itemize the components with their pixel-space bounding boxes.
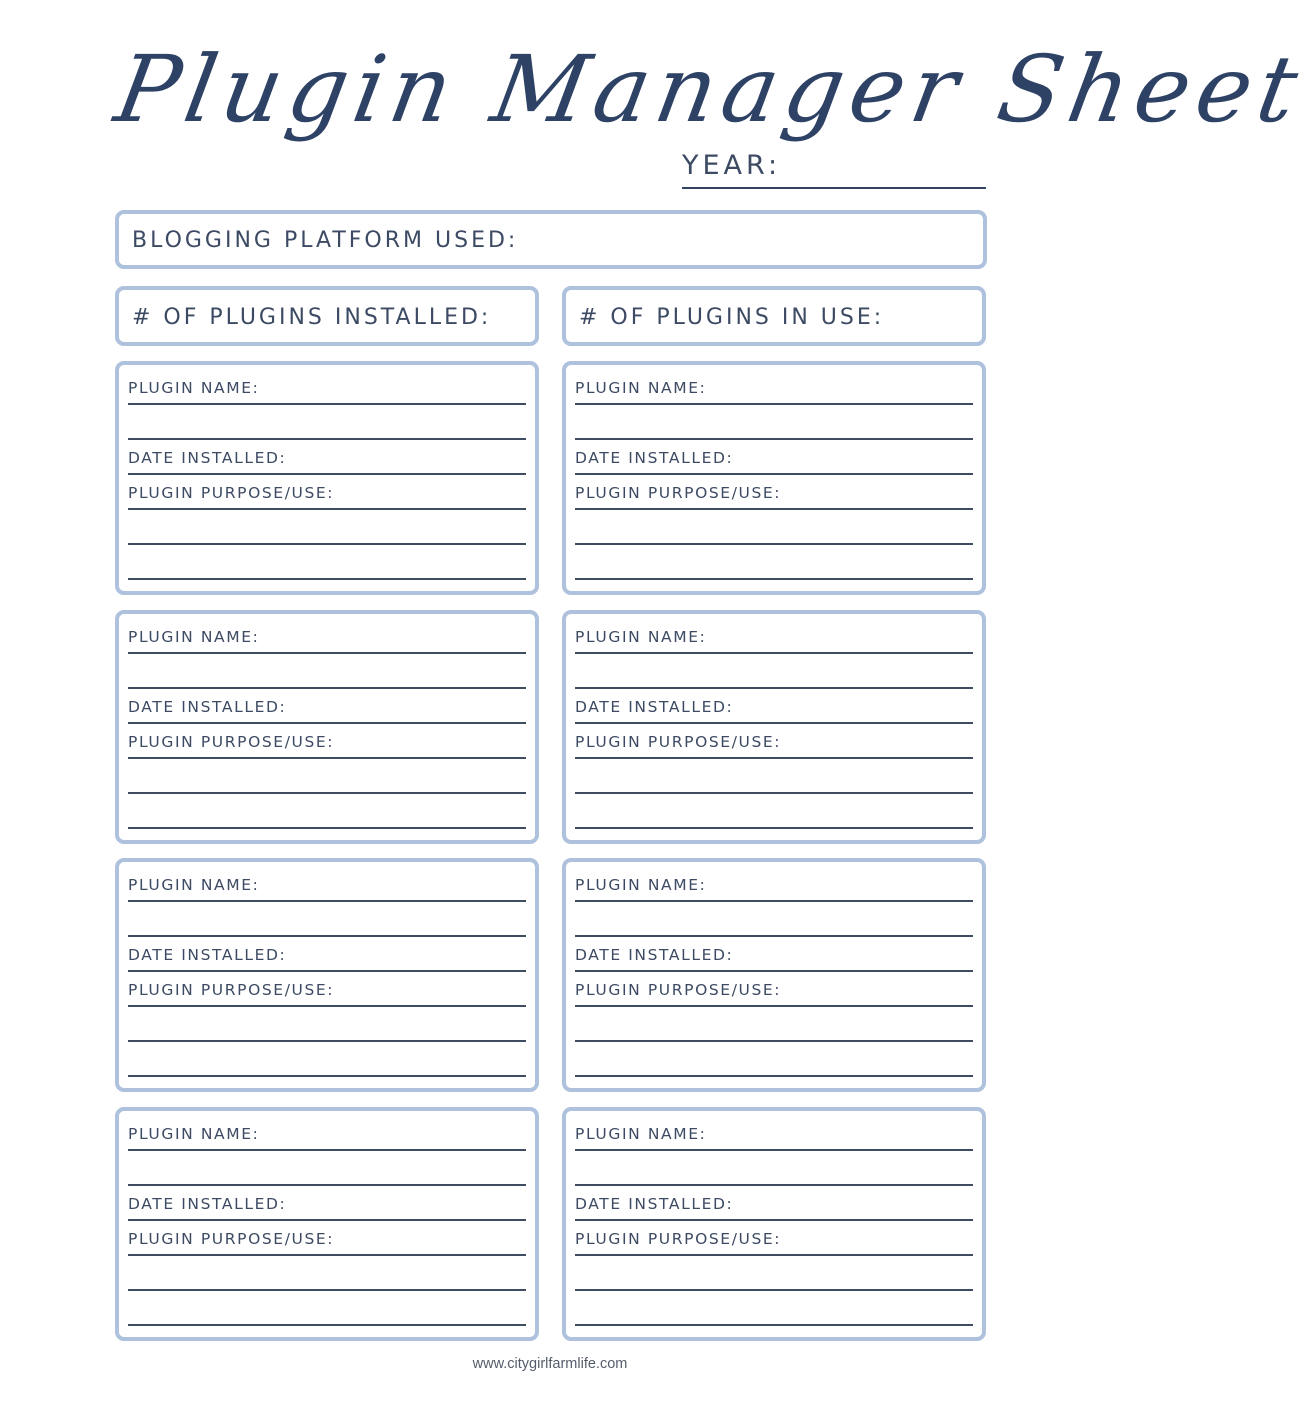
- plugin-purpose-line[interactable]: [575, 1289, 973, 1291]
- date-installed-line[interactable]: [128, 1219, 526, 1221]
- date-installed-line[interactable]: [575, 722, 973, 724]
- plugin-card: [562, 858, 986, 1092]
- plugin-name-label: PLUGIN NAME:: [575, 628, 707, 646]
- plugin-card: [562, 610, 986, 844]
- plugins-installed-label: # OF PLUGINS INSTALLED:: [132, 305, 492, 330]
- plugin-purpose-line[interactable]: [575, 543, 973, 545]
- page-title: Plugin Manager Sheet: [107, 36, 1313, 143]
- plugin-purpose-line[interactable]: [128, 827, 526, 829]
- plugin-card: [115, 1107, 539, 1341]
- plugin-name-line[interactable]: [128, 900, 526, 902]
- plugin-purpose-label: PLUGIN PURPOSE/USE:: [575, 733, 782, 751]
- plugin-name-line[interactable]: [128, 687, 526, 689]
- plugin-purpose-line[interactable]: [575, 508, 973, 510]
- plugin-name-label: PLUGIN NAME:: [575, 1125, 707, 1143]
- year-input-line[interactable]: [682, 187, 986, 189]
- date-installed-line[interactable]: [575, 1219, 973, 1221]
- plugin-card: [115, 361, 539, 595]
- date-installed-line[interactable]: [575, 970, 973, 972]
- plugin-name-label: PLUGIN NAME:: [128, 628, 260, 646]
- plugin-name-label: PLUGIN NAME:: [575, 379, 707, 397]
- plugin-name-line[interactable]: [128, 403, 526, 405]
- date-installed-label: DATE INSTALLED:: [575, 946, 734, 964]
- date-installed-label: DATE INSTALLED:: [128, 449, 287, 467]
- plugin-purpose-line[interactable]: [575, 1005, 973, 1007]
- plugin-name-label: PLUGIN NAME:: [128, 379, 260, 397]
- date-installed-label: DATE INSTALLED:: [575, 449, 734, 467]
- plugin-name-line[interactable]: [128, 438, 526, 440]
- plugin-name-line[interactable]: [575, 438, 973, 440]
- plugin-purpose-line[interactable]: [128, 1324, 526, 1326]
- plugin-purpose-label: PLUGIN PURPOSE/USE:: [575, 981, 782, 999]
- plugin-name-line[interactable]: [575, 403, 973, 405]
- footer-website: www.citygirlfarmlife.com: [472, 1356, 628, 1372]
- date-installed-line[interactable]: [128, 970, 526, 972]
- plugin-name-line[interactable]: [575, 687, 973, 689]
- plugins-in-use-label: # OF PLUGINS IN USE:: [579, 305, 885, 330]
- plugin-purpose-line[interactable]: [128, 757, 526, 759]
- plugin-name-label: PLUGIN NAME:: [575, 876, 707, 894]
- plugin-purpose-line[interactable]: [575, 1075, 973, 1077]
- plugin-purpose-line[interactable]: [575, 578, 973, 580]
- plugin-purpose-line[interactable]: [128, 1005, 526, 1007]
- plugin-name-line[interactable]: [575, 900, 973, 902]
- plugin-name-line[interactable]: [128, 652, 526, 654]
- plugin-purpose-line[interactable]: [575, 1040, 973, 1042]
- plugin-purpose-line[interactable]: [128, 1289, 526, 1291]
- plugins-installed-box[interactable]: [115, 286, 539, 346]
- plugin-card: [562, 1107, 986, 1341]
- plugin-purpose-label: PLUGIN PURPOSE/USE:: [128, 1230, 335, 1248]
- plugin-name-line[interactable]: [128, 1184, 526, 1186]
- date-installed-label: DATE INSTALLED:: [575, 1195, 734, 1213]
- year-label: YEAR:: [682, 150, 782, 181]
- plugin-name-line[interactable]: [575, 1184, 973, 1186]
- plugin-name-line[interactable]: [128, 1149, 526, 1151]
- date-installed-line[interactable]: [575, 473, 973, 475]
- plugin-card: [115, 858, 539, 1092]
- plugin-name-label: PLUGIN NAME:: [128, 1125, 260, 1143]
- plugin-purpose-line[interactable]: [575, 757, 973, 759]
- date-installed-line[interactable]: [128, 722, 526, 724]
- plugin-purpose-label: PLUGIN PURPOSE/USE:: [575, 1230, 782, 1248]
- date-installed-label: DATE INSTALLED:: [128, 1195, 287, 1213]
- plugin-purpose-line[interactable]: [128, 1254, 526, 1256]
- date-installed-line[interactable]: [128, 473, 526, 475]
- plugin-purpose-line[interactable]: [575, 792, 973, 794]
- plugin-purpose-line[interactable]: [128, 543, 526, 545]
- plugin-purpose-line[interactable]: [575, 827, 973, 829]
- plugin-purpose-line[interactable]: [128, 1040, 526, 1042]
- plugin-card: [115, 610, 539, 844]
- plugin-purpose-label: PLUGIN PURPOSE/USE:: [575, 484, 782, 502]
- plugin-purpose-line[interactable]: [128, 792, 526, 794]
- plugin-name-line[interactable]: [128, 935, 526, 937]
- plugin-purpose-label: PLUGIN PURPOSE/USE:: [128, 733, 335, 751]
- plugin-purpose-label: PLUGIN PURPOSE/USE:: [128, 981, 335, 999]
- plugin-purpose-line[interactable]: [128, 1075, 526, 1077]
- blogging-platform-label: BLOGGING PLATFORM USED:: [132, 228, 519, 253]
- plugin-purpose-line[interactable]: [128, 578, 526, 580]
- date-installed-label: DATE INSTALLED:: [128, 946, 287, 964]
- plugin-purpose-line[interactable]: [575, 1324, 973, 1326]
- blogging-platform-box[interactable]: [115, 210, 987, 269]
- plugin-name-line[interactable]: [575, 652, 973, 654]
- plugin-name-label: PLUGIN NAME:: [128, 876, 260, 894]
- plugin-purpose-line[interactable]: [575, 1254, 973, 1256]
- plugin-purpose-label: PLUGIN PURPOSE/USE:: [128, 484, 335, 502]
- plugins-in-use-box[interactable]: [562, 286, 986, 346]
- date-installed-label: DATE INSTALLED:: [575, 698, 734, 716]
- plugin-purpose-line[interactable]: [128, 508, 526, 510]
- plugin-name-line[interactable]: [575, 1149, 973, 1151]
- plugin-card: [562, 361, 986, 595]
- plugin-name-line[interactable]: [575, 935, 973, 937]
- date-installed-label: DATE INSTALLED:: [128, 698, 287, 716]
